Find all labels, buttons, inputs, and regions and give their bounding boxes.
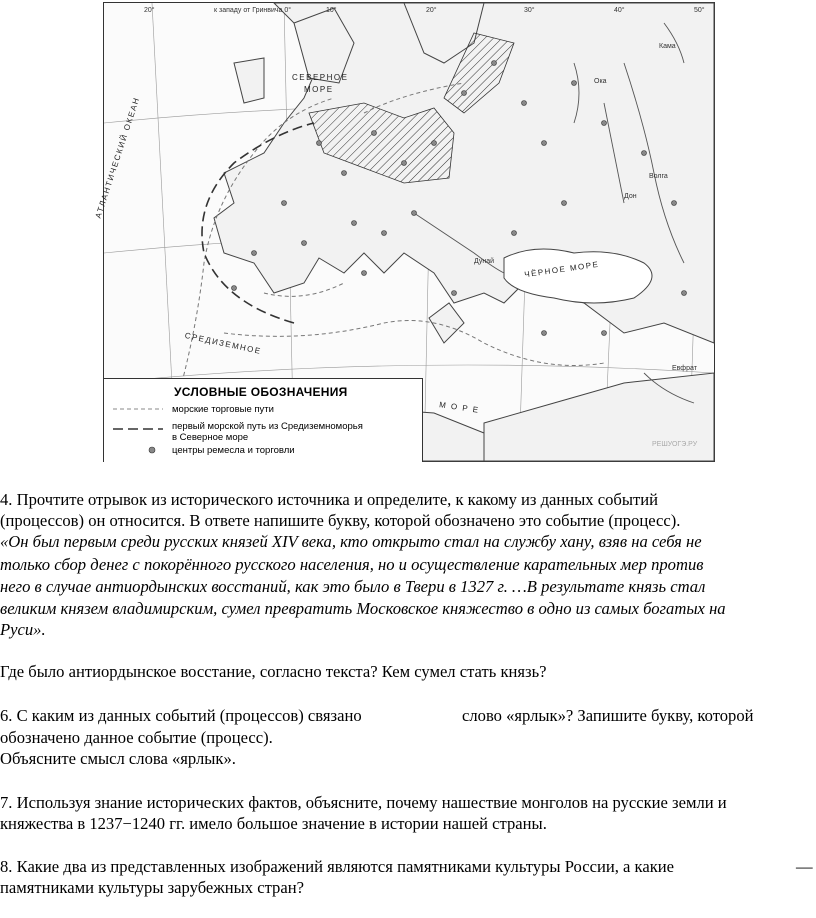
med-sea-label-2: М О Р Е [438,400,481,415]
quote-line-4: великим князем владимирским, сумел превратить Московское княжество в одно из самых богатых на [0,599,726,618]
river-oka: Ока [594,78,607,85]
deg-label-10e: 10° [326,7,337,14]
q7-line-2: княжества в 1237−1240 гг. имело большое значение в истории нашей страны. [0,814,547,833]
q4-line-2: (процессов) он относится. В ответе напишите букву, которой обозначено это событие (процесс). [0,511,681,530]
legend-item-first-route-2: в Северное море [172,432,249,443]
deg-label-50e: 50° [694,7,705,14]
legend-item-first-route-1: первый морской путь из Средиземноморья [172,421,363,432]
deg-label-20w: 20° [144,7,155,14]
quote-line-5: Руси». [0,620,46,639]
ocean-label: АТЛАНТИЧЕСКИЙ ОКЕАН [93,95,142,220]
map-legend [104,378,423,462]
legend-title: УСЛОВНЫЕ ОБОЗНАЧЕНИЯ [174,385,348,399]
q8-line-2: памятниками культуры зарубежных стран? [0,878,304,897]
med-sea-label-1: СРЕДИЗЕМНОЕ [183,330,263,357]
north-sea-label-2: МОРЕ [304,85,334,94]
quote-line-2: только сбор денег с покорённого русского населения, но и осуществление карательных мер против [0,555,704,574]
black-sea-label: ЧЁРНОЕ МОРЕ [523,259,600,280]
question-where: Где было антиордынское восстание, согласно текста? Кем сумел стать князь? [0,662,547,681]
q6-line-1a: 6. С каким из данных событий (процессов) связано [0,706,362,725]
q4-line-1: 4. Прочтите отрывок из исторического источника и определите, к какому из данных событий [0,490,659,509]
q8-dash: — [796,857,813,876]
quote-line-3: него в случае антиордынских восстаний, как это было в Твери в 1327 г. …В результате князь стал [0,577,706,596]
quote-line-1: «Он был первым среди русских князей XIV века, кто открыто стал на службу хану, взяв на себя не [0,532,702,551]
deg-label-20e: 20° [426,7,437,14]
watermark: РЕШУОГЭ.РУ [652,441,698,448]
historical-map [93,2,715,462]
river-evfrat: Евфрат [672,365,697,372]
deg-label-30e: 30° [524,7,535,14]
river-kama: Кама [659,43,676,50]
river-don: Дон [624,193,637,200]
q6-line-3: Объясните смысл слова «ярлык». [0,749,236,768]
q8-line-1: 8. Какие два из представленных изображений являются памятниками культуры России, а какие [0,857,675,876]
legend-item-centers: центры ремесла и торговли [172,445,295,456]
q6-line-1b: слово «ярлык»? Запишите букву, которой [462,706,754,725]
north-sea-label-1: СЕВЕРНОЕ [292,73,349,82]
river-volga: Волга [649,173,668,180]
deg-label-40e: 40° [614,7,625,14]
river-dunai: Дунай [474,258,495,265]
legend-item-trade-routes: морские торговые пути [172,404,274,415]
q7-line-1: 7. Используя знание исторических фактов, объясните, почему нашествие монголов на русские земли и [0,793,727,812]
legend-symbols [108,379,168,462]
top-caption: к западу от Гринвича 0° [214,7,292,14]
q6-line-2: обозначено данное событие (процесс). [0,728,273,747]
